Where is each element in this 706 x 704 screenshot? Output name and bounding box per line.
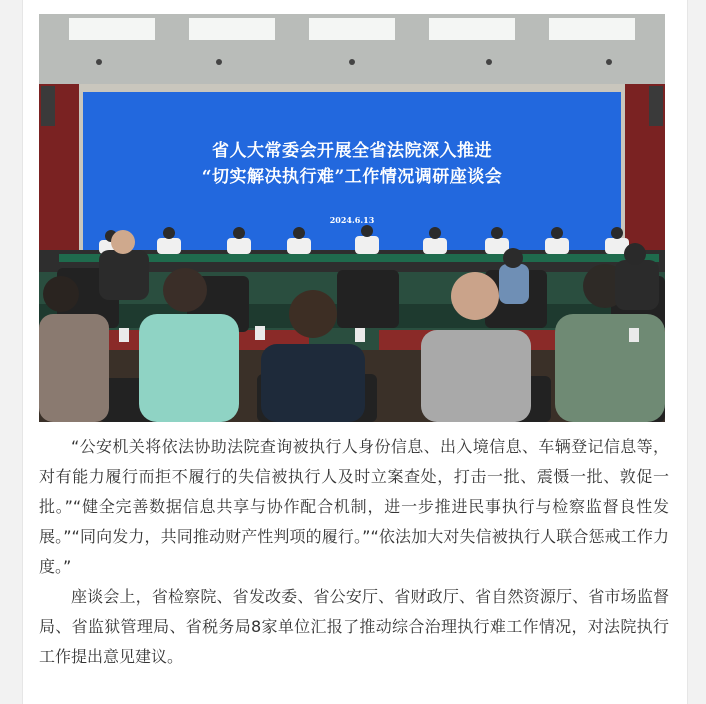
banner-title-line1: 省人大常委会开展全省法院深入推进 <box>212 141 492 161</box>
article-paragraph: 座谈会上，省检察院、省发改委、省公安厅、省财政厅、省自然资源厅、省市场监督局、省监狱管理局、省税务局8家单位汇报了推动综合治理执行难工作情况，对法院执行工作提出意见建议。 <box>39 587 669 666</box>
banner-date: 2024.6.13 <box>329 215 375 225</box>
article-card <box>22 0 688 704</box>
article-body <box>39 432 669 672</box>
banner-title-line2: “切实解决执行难”工作情况调研座谈会 <box>201 167 503 187</box>
article-paragraph: “公安机关将依法协助法院查询被执行人身份信息、出入境信息、车辆登记信息等，对有能力履行而拒不履行的失信被执行人及时立案查处，打击一批、震慑一批、敦促一批。”“健全完善数据信息共享与协作配合机制，进一步推进民事执行与检察监督良性发展。”“同向发力，共同推动财产性判项的履行。”“依法加大对失信被执行人联合惩戒工作力度。” <box>39 437 669 576</box>
meeting-photo <box>39 14 665 422</box>
